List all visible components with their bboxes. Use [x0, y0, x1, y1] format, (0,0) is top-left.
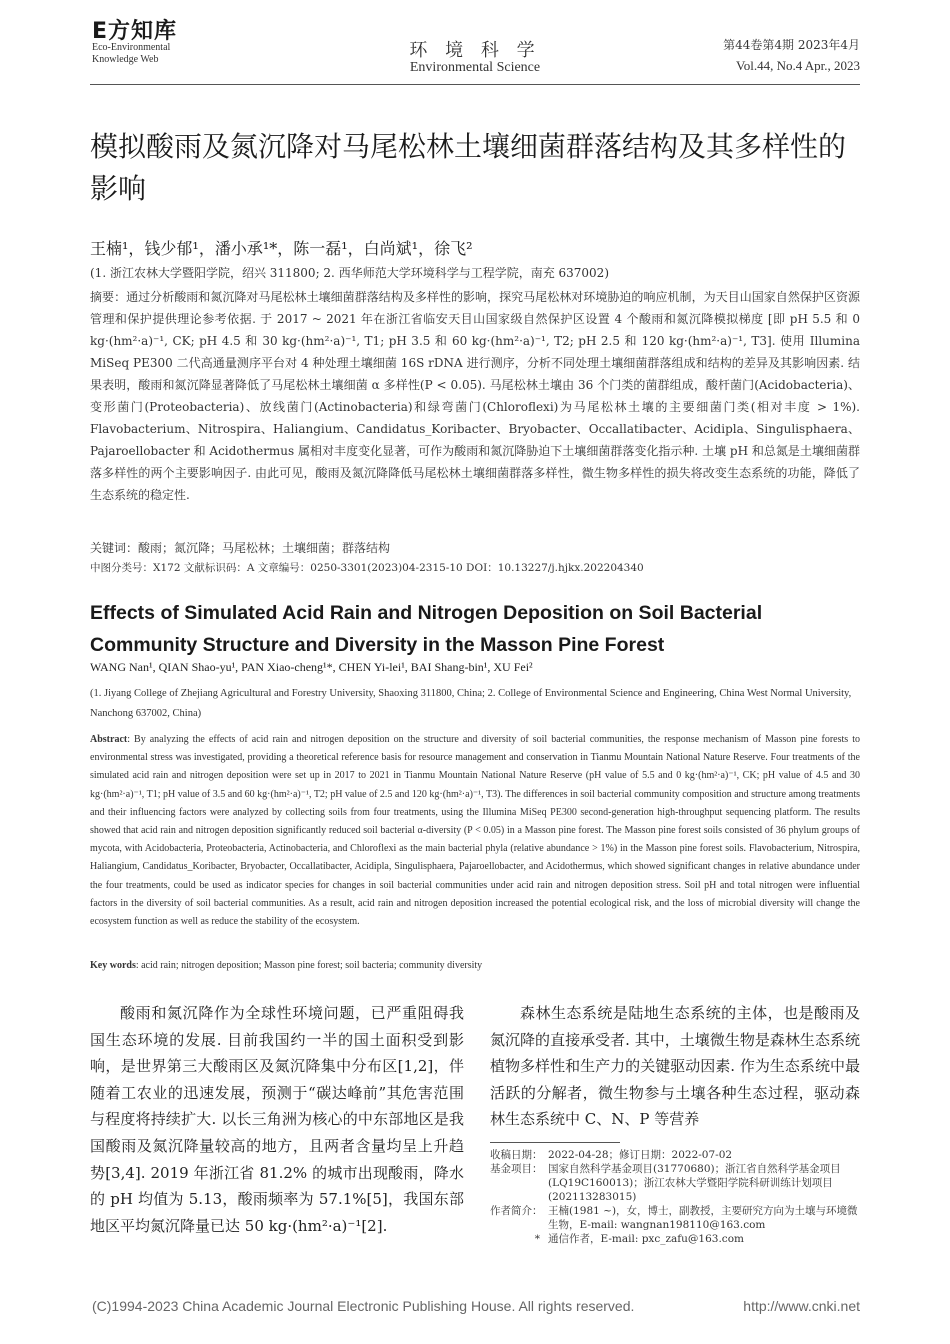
logo-sub-line2: Knowledge Web — [92, 54, 159, 65]
footnote-corresponding-value: 通信作者，E-mail: pxc_zafu@163.com — [548, 1233, 744, 1245]
abstract-cn — [90, 286, 860, 506]
footnote-received-label: 收稿日期： — [490, 1149, 543, 1161]
abstract-en-text: : By analyzing the effects of acid rain and nitrogen deposition on the structure and diversity of soil bacterial communities, the response mechanism of Masson pine forests to environmental stress was investigated, providing a theoretical reference basis for resource management and conservation in Tianmu Mountain National Nature Reserve. Four treatments of the simulated acid rain and nitrogen deposition were set up in 2017 to 2021 in Tianmu Mountain National Nature Reserve (pH value of 5.5 and 0 kg·(hm²·a)⁻¹, CK; pH value of 4.5 and 30 kg·(hm²·a)⁻¹, T1; pH value of 3.5 and 60 kg·(hm²·a)⁻¹, T2; pH value of 2.5 and 120 kg·(hm²·a)⁻¹, T3). The differences in soil bacterial community composition and structure among treatments and their influencing factors were analyzed by collecting soils from four treatments, using the Illumina MiSeq PE300 second-generation high-throughput sequencing platform. The results showed that acid rain and nitrogen deposition significantly reduced soil bacterial α-diversity (P < 0.05) in a Masson pine forest. The Masson pine forest soils consisted of 36 phylum groups of mycota, with Acidobacteria, Proteobacteria, Actinobacteria, and Chloroflexi as the main bacterial phyla (relative abundance > 1%) in the Masson pine forest soils. Flavobacterium, Nitrospira, Haliangium, Candidatus_Koribacter, Bryobacter, Occallatibacter, Acidipla, Singulisphaera, Pajaroellobacter, and Acidothermus, which showed significant changes in relative abundance under the four treatments, could be used as indicator species for changes in soil bacterial communities under acid rain and nitrogen deposition stress. Soil pH and total nitrogen were influential factors in the diversity of soil bacterial communities. As a result, acid rain and nitrogen deposition increased the potential ecological risk, and the loss of microbial diversity will change the ecosystem function as well as reduce the stability of the ecosystem. — [90, 734, 860, 928]
keywords-en — [90, 960, 860, 971]
footnote-author-value: 王楠(1981 ~)，女，博士，副教授，主要研究方向为土壤与环境微生物，E-mail: wangnan198110@163.com — [548, 1205, 858, 1231]
journal-name-cn: 环 境 科 学 — [409, 40, 541, 61]
footnote-fund-value: 国家自然科学基金项目(31770680)；浙江省自然科学基金项目(LQ19C160013)；浙江农林大学暨阳学院科研训练计划项目(202113283015) — [548, 1163, 841, 1203]
footnote-received-value: 2022-04-28；修订日期：2022-07-02 — [548, 1149, 733, 1161]
title-en: Effects of Simulated Acid Rain and Nitrogen Deposition on Soil Bacterial Community Structure and Diversity in the Masson Pine Forest — [90, 602, 763, 656]
footnote-rule — [490, 1142, 620, 1143]
abstract-en-label: Abstract — [90, 734, 128, 745]
footnote-corresponding — [490, 1232, 860, 1246]
footnote-corresponding-label: * — [534, 1233, 540, 1245]
issue-info-en: Vol.44, No.4 Apr., 2023 — [736, 58, 860, 73]
footnote-fund-label: 基金项目： — [490, 1163, 543, 1175]
issue-info-cn: 第44卷第4期 2023年4月 — [723, 38, 860, 52]
footnote-fund — [490, 1162, 860, 1204]
classification-cn: 中图分类号：X172 文献标识码：A 文章编号：0250-3301(2023)04-2315-10 DOI：10.13227/j.hjkx.202204340 — [90, 562, 644, 574]
abstract-en — [90, 731, 860, 931]
footnote-author-label: 作者简介： — [490, 1205, 543, 1217]
authors-cn: 王楠¹，钱少郁¹，潘小承¹*，陈一磊¹，白尚斌¹，徐飞² — [90, 239, 473, 258]
logo-sub-line1: Eco-Environmental — [92, 42, 171, 53]
affiliations-cn: (1. 浙江农林大学暨阳学院，绍兴 311800; 2. 西华师范大学环境科学与工程学院，南充 637002) — [90, 266, 609, 280]
journal-name-en: Environmental Science — [409, 60, 541, 75]
cnki-url[interactable]: http://www.cnki.net — [743, 1298, 860, 1314]
keywords-en-text: : acid rain; nitrogen deposition; Masson pine forest; soil bacteria; community diversity — [135, 960, 483, 971]
footnotes — [490, 1148, 860, 1246]
body-text-left: 酸雨和氮沉降作为全球性环境问题，已严重阻碍我国生态环境的发展. 目前我国约一半的国土面积受到影响，是世界第三大酸雨区及氮沉降集中分布区[1,2]，伴随着工农业的迅速发展，预测于“碳达峰前”其危害范围与程度将持续扩大. 以长三角洲为核心的中东部地区是我国酸雨及氮沉降量较高的地方，且两者含量均呈上升趋势[3,4]. 2019 年浙江省 81.2% 的城市出现酸雨，降水的 pH 均值为 5.13，酸雨频率为 57.1%[5]，我国东部地区平均氮沉降量已达 50 kg·(hm²·a)⁻¹[2]. — [90, 1004, 464, 1235]
copyright-footer: (C)1994-2023 China Academic Journal Electronic Publishing House. All rights reserved. — [92, 1298, 635, 1314]
keywords-en-label: Key words — [90, 960, 136, 971]
logo-subtitle — [92, 42, 170, 66]
body-text-right: 森林生态系统是陆地生态系统的主体，也是酸雨及氮沉降的直接承受者. 其中，土壤微生物是森林生态系统植物多样性和生产力的关键驱动因素. 作为生态系统中最活跃的分解者，微生物参与土壤各种生态过程，驱动森林生态系统中 C、N、P 等营养 — [490, 1004, 860, 1129]
abstract-cn-label: 摘要： — [90, 290, 127, 304]
logo: E方知库 — [92, 19, 178, 44]
keywords-cn: 关键词：酸雨；氮沉降；马尾松林；土壤细菌；群落结构 — [90, 541, 391, 555]
header-rule — [90, 84, 860, 85]
footnote-received — [490, 1148, 860, 1162]
authors-en: WANG Nan¹, QIAN Shao-yu¹, PAN Xiao-cheng¹*, CHEN Yi-lei¹, BAI Shang-bin¹, XU Fei² — [90, 660, 533, 674]
abstract-cn-text: 通过分析酸雨和氮沉降对马尾松林土壤细菌群落结构及多样性的影响，探究马尾松林对环境胁迫的响应机制，为天目山国家自然保护区资源管理和保护提供理论参考依据. 于 2017 ~ 2021 年在浙江省临安天目山国家级自然保护区设置 4 个酸雨和氮沉降模拟梯度 [即 pH 5.5 和 0 kg·(hm²·a)⁻¹, CK; pH 4.5 和 30 kg·(hm²·a)⁻¹, T1; pH 3.5 和 60 kg·(hm²·a)⁻¹, T2; pH 2.5 和 120 kg·(hm²·a)⁻¹, T3]. 使用 Illumina MiSeq PE300 二代高通量测序平台对 4 种处理土壤细菌 16S rDNA 进行测序，分析不同处理土壤细菌群落组成和结构的差异及其影响因素. 结果表明，酸雨和氮沉降显著降低了马尾松林土壤细菌 α 多样性(P < 0.05). 马尾松林土壤由 36 个门类的菌群组成，酸杆菌门(Acidobacteria)、变形菌门(Proteobacteria)、放线菌门(Actinobacteria)和绿弯菌门(Chloroflexi)为马尾松林土壤的主要细菌门类(相对丰度 > 1%). Flavobacterium、Nitrospira、Haliangium、Candidatus_Koribacter、Bryobacter、Occallatibacter、Acidipla、Singulisphaera、Pajaroellobacter 和 Acidothermus 属相对丰度变化显著，可作为酸雨和氮沉降胁迫下土壤细菌群落变化指示种. 土壤 pH 和总氮是土壤细菌群落多样性的两个主要影响因子. 由此可见，酸雨及氮沉降降低马尾松林土壤细菌群落多样性，微生物多样性的损失将改变生态系统的功能，降低了生态系统的稳定性. — [90, 290, 860, 502]
title-cn: 模拟酸雨及氮沉降对马尾松林土壤细菌群落结构及其多样性的影响 — [90, 130, 847, 205]
footnote-author — [490, 1204, 860, 1232]
affiliations-en: (1. Jiyang College of Zhejiang Agricultural and Forestry University, Shaoxing 311800, China; 2. College of Environmental Science and Engineering, China West Normal University, Nanchong 637002, China) — [90, 688, 852, 719]
